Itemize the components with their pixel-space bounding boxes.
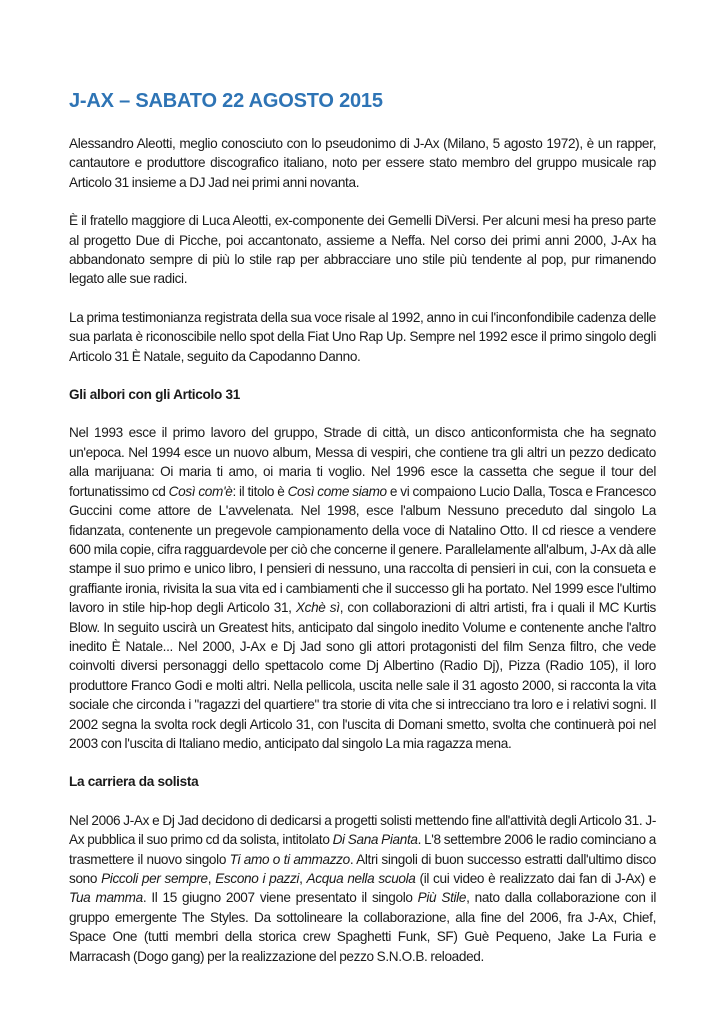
italic-title: Xchè sì <box>295 600 340 616</box>
italic-title: Tua mamma <box>69 890 143 906</box>
text-run: . Il 15 giugno 2007 viene presentato il singolo <box>142 890 418 906</box>
italic-title: Così come siamo <box>287 483 387 499</box>
intro-paragraph-2: È il fratello maggiore di Luca Aleotti, ex-componente dei Gemelli DiVersi. Per alcuni mesi ha preso parte al progetto Due di Picche, poi accantonato, assieme a Neffa. Nel corso dei primi anni 2000, J-Ax ha abbandonato sempre di più lo stile rap per abbracciare uno stile più tendente al pop, pur rimanendo legato alle sue radici. <box>69 213 656 287</box>
italic-title: Più Stile <box>417 890 467 906</box>
italic-title: Escono i pazzi <box>215 871 300 886</box>
section-heading-solista: La carriera da solista <box>69 774 199 790</box>
intro-paragraph-3: La prima testimonianza registrata della sua voce risale al 1992, anno in cui l'inconfondibile cadenza delle sua parlata è riconoscibile nello spot della Fiat Uno Rap Up. Sempre nel 1992 esce il primo singolo degli Articolo 31 È Natale, seguito da Capodanno Danno. <box>69 309 656 364</box>
text-run: , <box>207 871 216 886</box>
section-solista-paragraph <box>69 811 656 966</box>
text-run: , nato dalla collaborazione con il gruppo emergente The Styles. Da sottolineare la collaborazione, alla fine del 2006, fra J-Ax, Chief, Space One (tutti membri della storica crew Spaghetti Funk, SF) Guè Pequeno, Jake La Furia e Marracash (Dogo gang) per la realizzazione del pezzo S.N.O.B. reloaded. <box>69 890 657 964</box>
section-heading-albori: Gli albori con gli Articolo 31 <box>69 387 241 403</box>
text-run: Nel 1993 esce il primo lavoro del gruppo, Strade di città, un disco anticonformista che ha segnato un'epoca. Nel 1994 esce un nuovo album, Messa di vespiri, che contiene tra gli altri un pezzo dedicato alla marijuana: Oi maria ti amo, oi maria ti voglio. Nel 1996 esce la cassetta che segue il tour del fortunatissimo cd <box>69 425 656 499</box>
text-run: . L'8 settembre 2006 le radio cominciano a trasmettere il nuovo singolo <box>69 832 656 867</box>
page-title: J-AX – SABATO 22 AGOSTO 2015 <box>69 90 383 112</box>
italic-title: Piccoli per sempre <box>101 871 208 886</box>
text-run: (il cui video è realizzato dai fan di J-Ax) e <box>415 871 657 886</box>
document-page <box>69 88 656 985</box>
text-run: , con collaborazioni di altri artisti, fra i quali il MC Kurtis Blow. In seguito uscirà un Greatest hits, anticipato dal singolo inedito Volume e contenente anche l'altro inedito È Natale... Nel 2000, J-Ax e Dj Jad sono gli attori protagonisti del film Senza filtro, che vede coinvolti diversi personaggi dello spettacolo come Dj Albertino (Radio Dj), Pizza (Radio 105), il loro produttore Franco Godi e molti altri. Nella pellicola, uscita nelle sale il 31 agosto 2000, si racconta la vita sociale che circonda i "ragazzi del quartiere" tra storie di vita che si intrecciano tra loro e i relativi sogni. Il 2002 segna la svolta rock degli Articolo 31, con l'uscita di Domani smetto, svolta che continuerà poi nel 2003 con l'uscita di Italiano medio, anticipato dal singolo La mia ragazza mena. <box>69 600 656 751</box>
section-albori-paragraph <box>69 423 656 753</box>
intro-paragraph-1: Alessandro Aleotti, meglio conosciuto con lo pseudonimo di J-Ax (Milano, 5 agosto 1972), è un rapper, cantautore e produttore discografico italiano, noto per essere stato membro del gruppo musicale rap Articolo 31 insieme a DJ Jad nei primi anni novanta. <box>69 136 656 190</box>
italic-title: Ti amo o ti ammazzo <box>229 851 350 867</box>
italic-title: Così com'è <box>168 483 233 499</box>
text-run: , <box>299 871 307 886</box>
italic-title: Di Sana Pianta <box>332 832 418 848</box>
text-run: : il titolo è <box>232 483 288 499</box>
text-run: e vi compaiono Lucio Dalla, Tosca e Francesco Guccini come attore de L'avvelenata. Nel 1998, esce l'album Nessuno preceduto dal singolo La fidanzata, contenente un pregevole campionamento della voce di Natalino Otto. Il cd riesce a vendere 600 mila copie, cifra ragguardevole per ciò che concerne il genere. Parallelamente all'album, J-Ax dà alle stampe il suo primo e unico libro, I pensieri di nessuno, una raccolta di pensieri in cui, con la consueta e graffiante ironia, rivisita la sua vita ed i cambiamenti che il successo gli ha portato. Nel 1999 esce l'ultimo lavoro in stile hip-hop degli Articolo 31, <box>69 483 656 616</box>
text-run: Nel 2006 J-Ax e Dj Jad decidono di dedicarsi a progetti solisti mettendo fine all'attività degli Articolo 31. J-Ax pubblica il suo primo cd da solista, intitolato <box>69 812 656 848</box>
italic-title: Acqua nella scuola <box>306 871 416 886</box>
text-run: . Altri singoli di buon successo estratti dall'ultimo disco sono <box>69 851 657 886</box>
